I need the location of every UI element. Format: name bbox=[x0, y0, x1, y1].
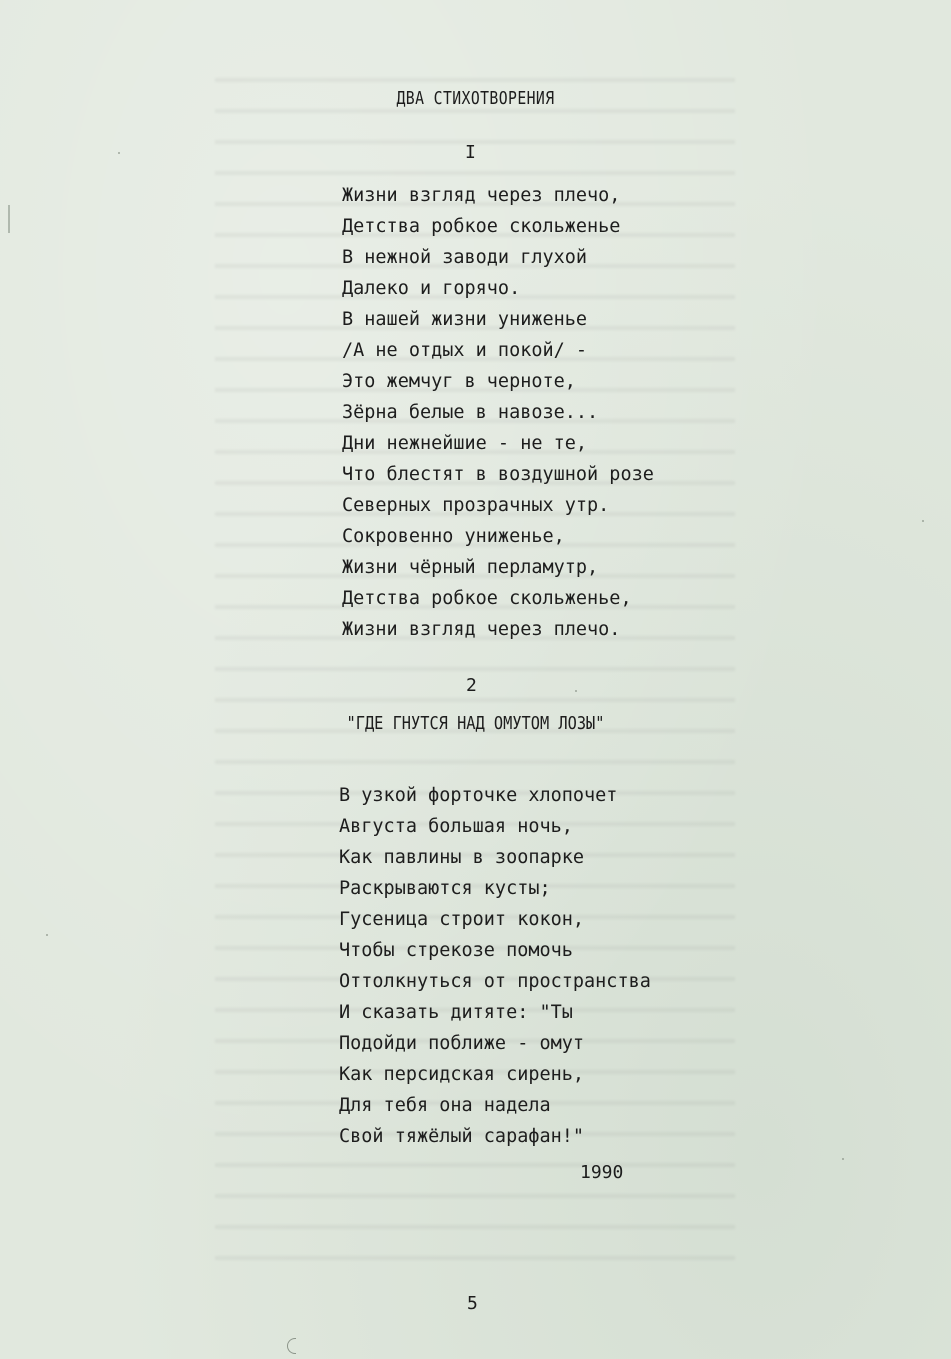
poem-line: Чтобы стрекозе помочь bbox=[339, 940, 573, 961]
poem-line: Жизни чёрный перламутр, bbox=[342, 557, 599, 578]
poem-line: Как персидская сирень, bbox=[339, 1064, 585, 1085]
poem-line: В нежной заводи глухой bbox=[342, 247, 588, 268]
poem-line: Детства робкое скольженье, bbox=[342, 588, 632, 609]
poem-line: Это жемчуг в черноте, bbox=[342, 371, 576, 392]
poem-line: Подойди поближе - омут bbox=[339, 1033, 585, 1054]
speck bbox=[575, 690, 577, 692]
poem-2-number: 2 bbox=[466, 675, 477, 696]
poem-1-number: I bbox=[465, 142, 476, 163]
poem-line: Свой тяжёлый сарафан!" bbox=[339, 1126, 585, 1147]
poem-line: Зёрна белые в навозе... bbox=[342, 402, 599, 423]
speck bbox=[842, 1158, 844, 1160]
poem-line: Жизни взгляд через плечо, bbox=[342, 185, 621, 206]
poem-line: В нашей жизни униженье bbox=[342, 309, 588, 330]
poem-2-title: "ГДЕ ГНУТСЯ НАД ОМУТОМ ЛОЗЫ" bbox=[346, 713, 605, 734]
page-number: 5 bbox=[467, 1293, 478, 1314]
speck bbox=[46, 934, 48, 936]
poem-line: Жизни взгляд через плечо. bbox=[342, 619, 621, 640]
poem-line: Оттолкнуться от пространства bbox=[339, 971, 651, 992]
poem-line: В узкой форточке хлопочет bbox=[339, 785, 618, 806]
poem-line: /А не отдых и покой/ - bbox=[342, 340, 588, 361]
poem-line: Что блестят в воздушной розе bbox=[342, 464, 654, 485]
poem-2-year: 1990 bbox=[580, 1162, 624, 1183]
poem-line: Сокровенно униженье, bbox=[342, 526, 565, 547]
poem-1-lines bbox=[342, 180, 654, 645]
poem-line: Августа большая ночь, bbox=[339, 816, 573, 837]
margin-mark bbox=[8, 205, 10, 233]
poem-line: Раскрываются кусты; bbox=[339, 878, 551, 899]
poem-line: Северных прозрачных утр. bbox=[342, 495, 610, 516]
poem-2-lines bbox=[339, 780, 651, 1152]
poem-line: Для тебя она надела bbox=[339, 1095, 551, 1116]
poem-line: Как павлины в зоопарке bbox=[339, 847, 585, 868]
document-title: ДВА СТИХОТВОРЕНИЯ bbox=[396, 88, 555, 109]
poem-line: Дни нежнейшие - не те, bbox=[342, 433, 588, 454]
speck bbox=[118, 152, 120, 154]
bottom-mark bbox=[287, 1338, 296, 1354]
poem-line: Далеко и горячо. bbox=[342, 278, 521, 299]
speck bbox=[922, 520, 924, 522]
poem-line: И сказать дитяте: "Ты bbox=[339, 1002, 573, 1023]
poem-line: Детства робкое скольженье bbox=[342, 216, 621, 237]
poem-line: Гусеница строит кокон, bbox=[339, 909, 585, 930]
